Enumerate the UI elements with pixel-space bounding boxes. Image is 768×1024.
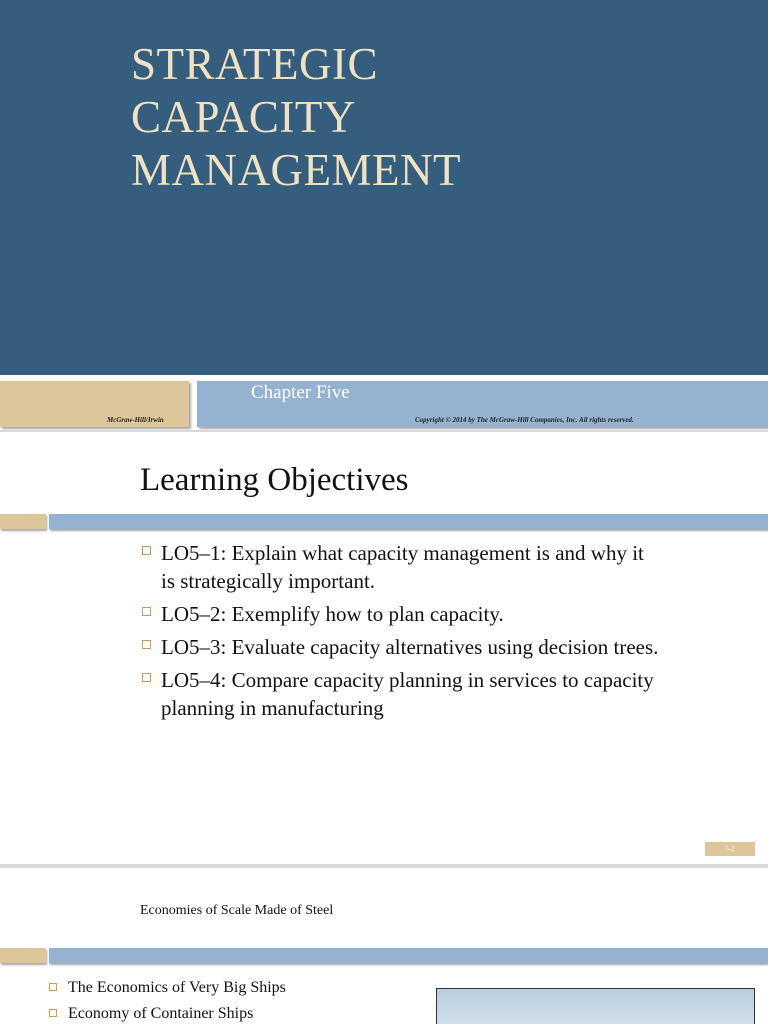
title-line: STRATEGIC xyxy=(131,39,379,89)
title-line: CAPACITY xyxy=(131,92,356,142)
list-item xyxy=(140,633,660,661)
header-band-tan xyxy=(0,514,46,529)
header-band-tan xyxy=(0,948,46,963)
square-bullet-icon xyxy=(142,607,151,616)
objective-text: LO5–3: Evaluate capacity alternatives using decision trees. xyxy=(161,635,659,659)
title-slide xyxy=(0,0,768,430)
list-item xyxy=(48,975,286,1001)
bullet-list xyxy=(48,975,286,1024)
publisher-label: McGraw-Hill/Irwin xyxy=(107,416,164,424)
divider xyxy=(0,375,768,380)
objective-text: LO5–4: Compare capacity planning in services to capacity planning in manufacturing xyxy=(161,668,654,720)
list-item xyxy=(48,1001,286,1024)
list-item xyxy=(140,539,660,595)
presentation-title xyxy=(131,38,461,197)
chapter-label: Chapter Five xyxy=(251,382,350,403)
copyright-notice: Copyright © 2014 by The McGraw-Hill Companies, Inc. All rights reserved. xyxy=(415,416,634,424)
ship-photo xyxy=(436,988,755,1024)
square-bullet-icon xyxy=(49,983,57,991)
learning-objectives-slide xyxy=(0,432,768,864)
bullet-text: Economy of Container Ships xyxy=(68,1005,254,1022)
square-bullet-icon xyxy=(142,673,151,682)
list-item xyxy=(140,600,660,628)
slide-number: 5-2 xyxy=(705,842,755,856)
slide-title: Economies of Scale Made of Steel xyxy=(140,903,334,918)
objectives-list xyxy=(140,539,660,727)
square-bullet-icon xyxy=(142,546,151,555)
square-bullet-icon xyxy=(49,1009,57,1017)
square-bullet-icon xyxy=(142,640,151,649)
objective-text: LO5–1: Explain what capacity management is and why it is strategically important. xyxy=(161,541,644,593)
list-item xyxy=(140,666,660,722)
slide-title: Learning Objectives xyxy=(140,462,409,498)
bullet-text: The Economics of Very Big Ships xyxy=(68,979,286,996)
economies-of-scale-slide xyxy=(0,868,768,1024)
header-band-blue xyxy=(49,948,768,963)
title-slide-header xyxy=(0,0,768,375)
title-line: MANAGEMENT xyxy=(131,145,461,195)
header-band-blue xyxy=(49,514,768,529)
objective-text: LO5–2: Exemplify how to plan capacity. xyxy=(161,602,504,626)
